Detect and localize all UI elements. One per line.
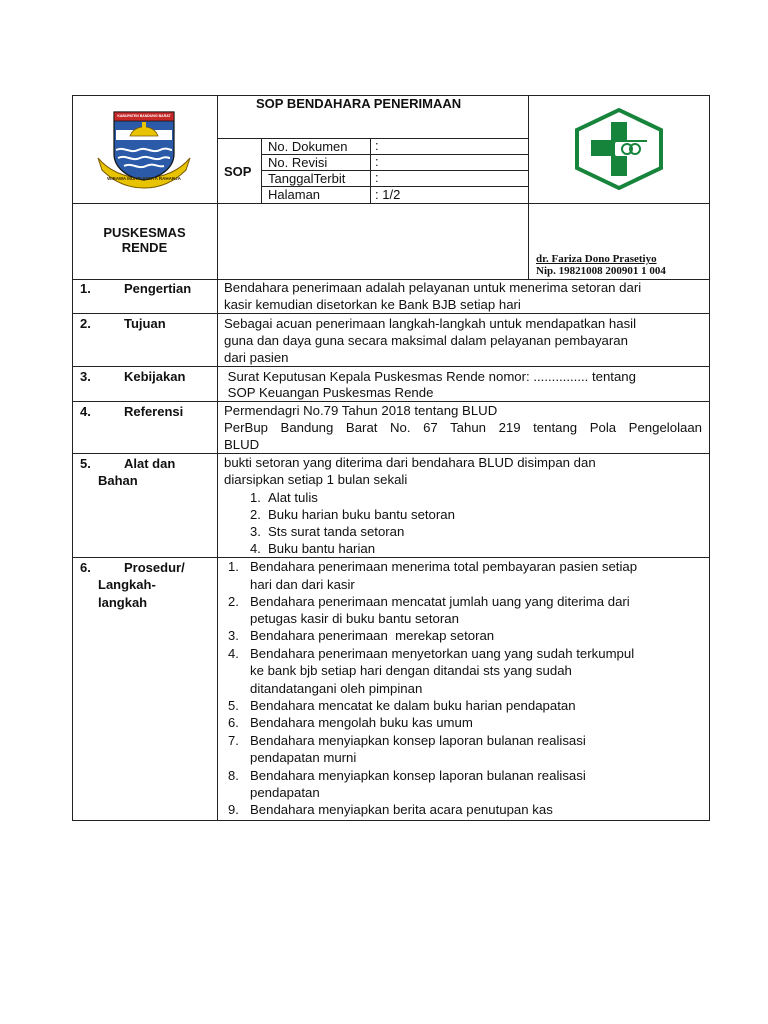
step-line: pendapatan murni [250,750,357,765]
section-text-line: PerBup Bandung Barat No. 67 Tahun 219 tentang Pola Pengelolaan [224,420,702,435]
field-value-no-revisi: : [375,154,379,169]
sop-top-line [217,138,528,139]
step-line: Bendahara menyiapkan konsep laporan bulanan realisasi [250,768,586,783]
section-text-line: Permendagri No.79 Tahun 2018 tentang BLUD [224,403,498,418]
step-line: Bendahara menyiapkan berita acara penutupan kas [250,802,553,817]
section-label: Bahan [98,473,138,488]
document-title: SOP BENDAHARA PENERIMAAN [256,96,462,111]
step-number: 5. [228,698,239,713]
step-line: Bendahara penerimaan menerima total pembayaran pasien setiap [250,559,638,574]
section-text-line: dari pasien [224,350,289,365]
list-item: Alat tulis [268,490,318,505]
puskesmas-logo [575,108,663,190]
row-divider-2 [72,366,710,367]
step-line: ke bank bjb setiap hari dengan ditandai sts yang sudah [250,663,572,678]
section-label: Referensi [124,404,184,419]
regency-logo-top-text: KABUPATEN BANDUNG BARAT [117,114,171,118]
org-name-line1: PUSKESMAS [103,225,186,240]
list-item-number: 2. [250,507,261,522]
step-number: 9. [228,802,239,817]
header-divider-right [528,95,529,280]
section-number: 5. [80,456,91,471]
section-text-line: guna dan daya guna secara maksimal dalam pelayanan pembayaran [224,333,628,348]
section-number: 2. [80,316,91,331]
section-text-line: diarsipkan setiap 1 bulan sekali [224,472,408,487]
regency-logo-bottom-text: WIBAWA MUKTI KERTA RAHARJA [107,176,181,181]
field-value-halaman: : 1/2 [375,187,401,202]
step-line: ditandatangani oleh pimpinan [250,681,423,696]
step-number: 4. [228,646,239,661]
section-number: 4. [80,404,91,419]
step-number: 2. [228,594,239,609]
section-label: Langkah- [98,577,156,592]
list-item: Buku bantu harian [268,541,376,556]
list-item-number: 4. [250,541,261,556]
step-line: Bendahara penerimaan merekap setoran [250,628,495,643]
org-name-line2: RENDE [121,240,168,255]
section-text-line: Sebagai acuan penerimaan langkah-langkah untuk mendapatkan hasil [224,316,637,331]
list-item-number: 3. [250,524,261,539]
field-label-no-revisi: No. Revisi [268,155,328,170]
step-line: petugas kasir di buku bantu setoran [250,611,459,626]
step-number: 7. [228,733,239,748]
field-label-no-dokumen: No. Dokumen [268,139,348,154]
header-divider-middle [72,203,710,204]
content-column-divider [217,279,218,821]
section-text-line: Bendahara penerimaan adalah pelayanan untuk menerima setoran dari [224,280,642,295]
row-divider-1 [72,313,710,314]
signer-nip: Nip. 19821008 200901 1 004 [536,265,666,277]
section-text-line: kasir kemudian disetorkan ke Bank BJB setiap hari [224,297,521,312]
step-number: 1. [228,559,239,574]
list-item: Sts surat tanda setoran [268,524,405,539]
section-number: 6. [80,560,91,575]
step-line: Bendahara mengolah buku kas umum [250,715,473,730]
list-item-number: 1. [250,490,261,505]
section-label: langkah [98,595,148,610]
step-line: Bendahara mencatat ke dalam buku harian pendapatan [250,698,576,713]
step-line: pendapatan [250,785,320,800]
section-label: Kebijakan [124,369,186,384]
step-line: hari dan dari kasir [250,577,355,592]
section-number: 1. [80,281,91,296]
regency-logo [94,106,194,192]
section-text-line: bukti setoran yang diterima dari bendahara BLUD disimpan dan [224,455,596,470]
field-label-tanggal-terbit: TanggalTerbit [268,171,346,186]
list-item: Buku harian buku bantu setoran [268,507,455,522]
step-line: Bendahara penerimaan mencatat jumlah uang yang diterima dari [250,594,630,609]
signer-name: dr. Fariza Dono Prasetiyo [536,253,657,265]
step-number: 8. [228,768,239,783]
section-number: 3. [80,369,91,384]
section-text-line: SOP Keuangan Puskesmas Rende [224,385,434,400]
field-value-no-dokumen: : [375,138,379,153]
step-line: Bendahara penerimaan menyetorkan uang yang sudah terkumpul [250,646,635,661]
step-number: 6. [228,715,239,730]
field-label-halaman: Halaman [268,187,321,202]
step-line: Bendahara menyiapkan konsep laporan bulanan realisasi [250,733,586,748]
field-value-tanggal-terbit: : [375,170,379,185]
section-text-line: Surat Keputusan Kepala Puskesmas Rende nomor: ............... tentang [224,369,636,384]
section-label: Alat dan [124,456,176,471]
sop-label: SOP [224,164,252,179]
header-divider-left [217,95,218,280]
section-label: Pengertian [124,281,192,296]
section-label: Tujuan [124,316,166,331]
section-label: Prosedur/ [124,560,185,575]
section-text-line: BLUD [224,437,260,452]
step-number: 3. [228,628,239,643]
